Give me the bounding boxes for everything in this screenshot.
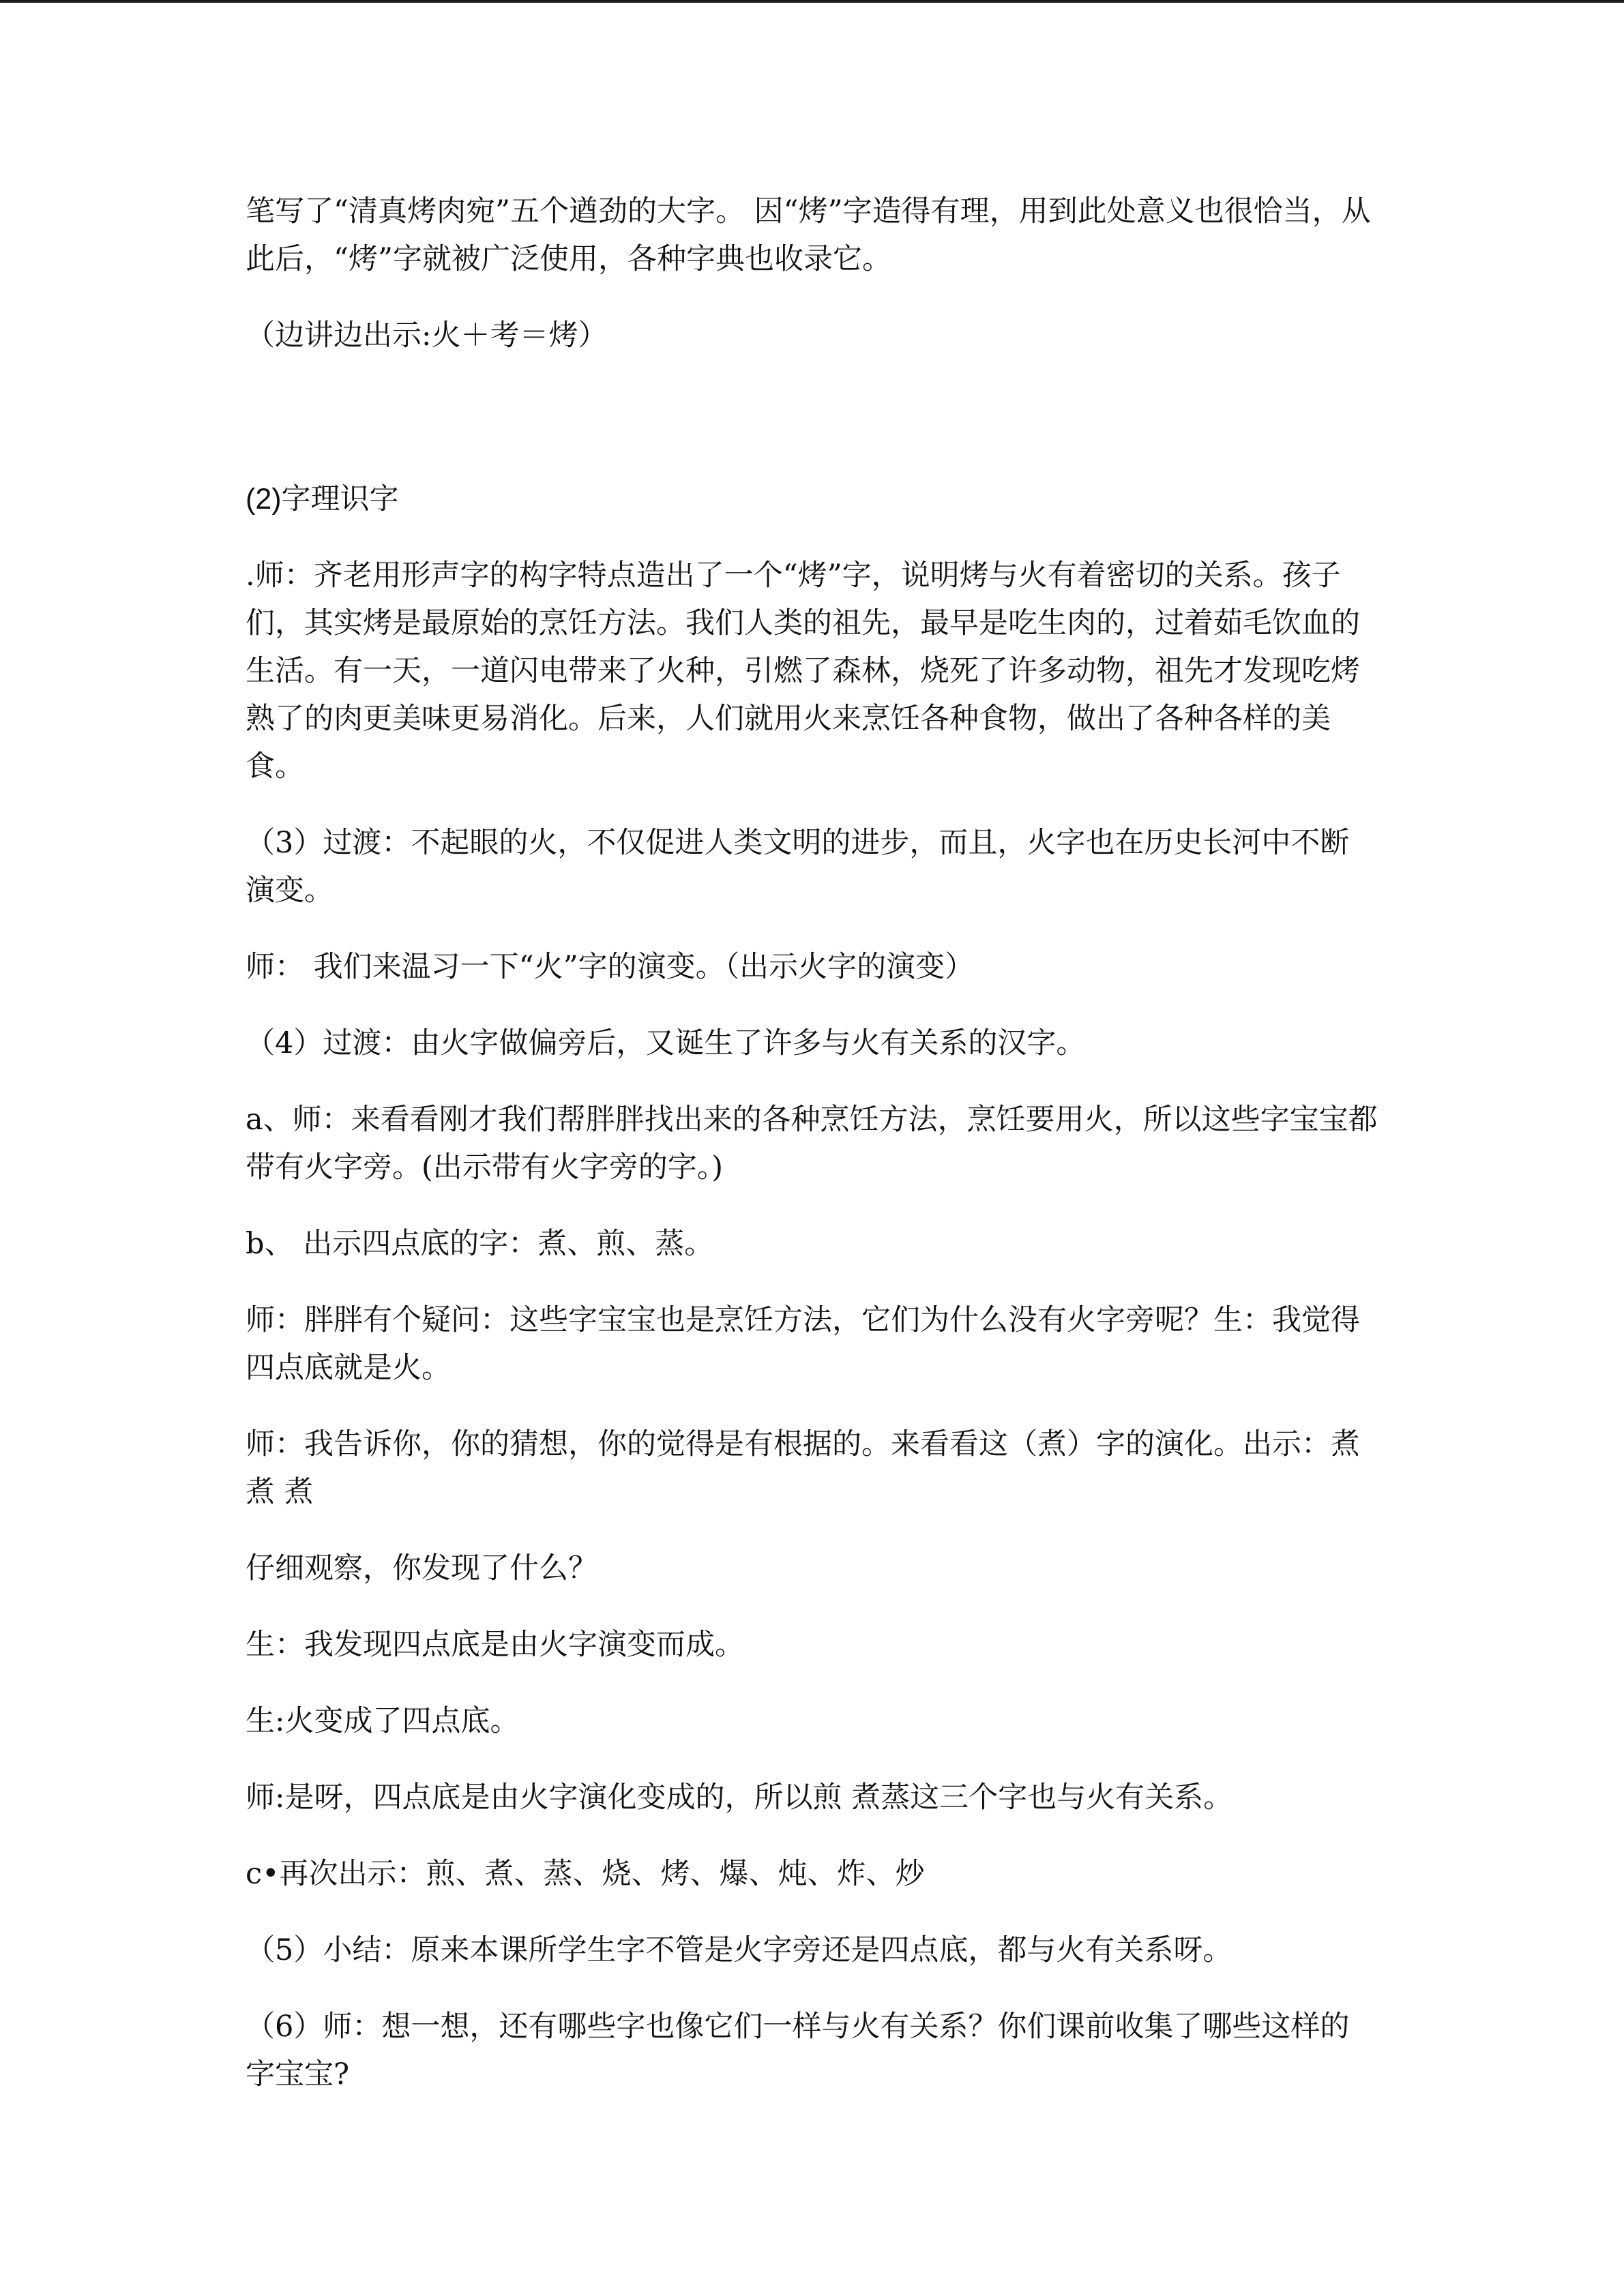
paragraph-question: 师：胖胖有个疑问：这些字宝宝也是烹饪方法，它们为什么没有火字旁呢？生：我觉得四点底就是火。 [246,1303,1360,1385]
paragraph-student-1: 生：我发现四点底是由火字演变而成。 [246,1628,744,1662]
paragraph-summary-5: （5）小结：原来本课所学生字不管是火字旁还是四点底，都与火有关系呀。 [246,1933,1232,1967]
paragraph-transition-4: （4）过渡：由火字做偏旁后，又诞生了许多与火有关系的汉字。 [246,1026,1086,1060]
paragraph-teacher-confirm: 师:是呀，四点底是由火字演化变成的，所以煎 煮蒸这三个字也与火有关系。 [246,1780,1233,1815]
paragraph-teacher-fire-evolution: 师： 我们来温习一下“火”字的演变。（出示火字的演变） [246,950,975,984]
paragraph-show-formula: （边讲边出示:火＋考＝烤） [246,318,608,353]
page-top-border [0,0,1624,3]
paragraph-student-2: 生:火变成了四点底。 [246,1704,520,1738]
section-heading-zili: (2)字理识字 [246,483,399,516]
paragraph-item-a: a、师：来看看刚才我们帮胖胖找出来的各种烹饪方法，烹饪要用火，所以这些字宝宝都带有火字旁。(出示带有火字旁的字。) [246,1103,1378,1184]
paragraph-zhu-evolution: 师：我告诉你，你的猜想，你的觉得是有根据的。来看看这（煮）字的演化。出示：煮 煮 煮 [246,1427,1360,1509]
paragraph-kaorouwan: 笔写了“清真烤肉宛”五个遒劲的大字。 因“烤”字造得有理，用到此处意义也很恰当，从此后，“烤”字就被广泛使用，各种字典也收录它。 [246,194,1371,276]
paragraph-transition-3: （3）过渡：不起眼的火，不仅促进人类文明的进步，而且，火字也在历史长河中不断演变。 [246,826,1350,908]
document-page [246,188,1378,2127]
paragraph-observe: 仔细观察，你发现了什么？ [246,1551,597,1585]
paragraph-item-c: c•再次出示：煎、煮、蒸、烧、烤、爆、炖、炸、炒 [246,1857,925,1891]
paragraph-item-b: b、 出示四点底的字：煮、煎、蒸。 [246,1227,714,1261]
paragraph-question-6: （6）师：想一想，还有哪些字也像它们一样与火有关系？你们课前收集了哪些这样的字宝宝? [246,2010,1350,2091]
paragraph-teacher-explain: .师：齐老用形声字的构字特点造出了一个“烤”字，说明烤与火有着密切的关系。孩子们，其实烤是最原始的烹饪方法。我们人类的祖先，最早是吃生肉的，过着茹毛饮血的生活。有一天，一道闪电带来了火种，引燃了森林，烧死了许多动物，祖先才发现吃烤熟了的肉更美味更易消化。后来，人们就用火来烹饪各种食物，做出了各种各样的美食。 [246,558,1360,784]
